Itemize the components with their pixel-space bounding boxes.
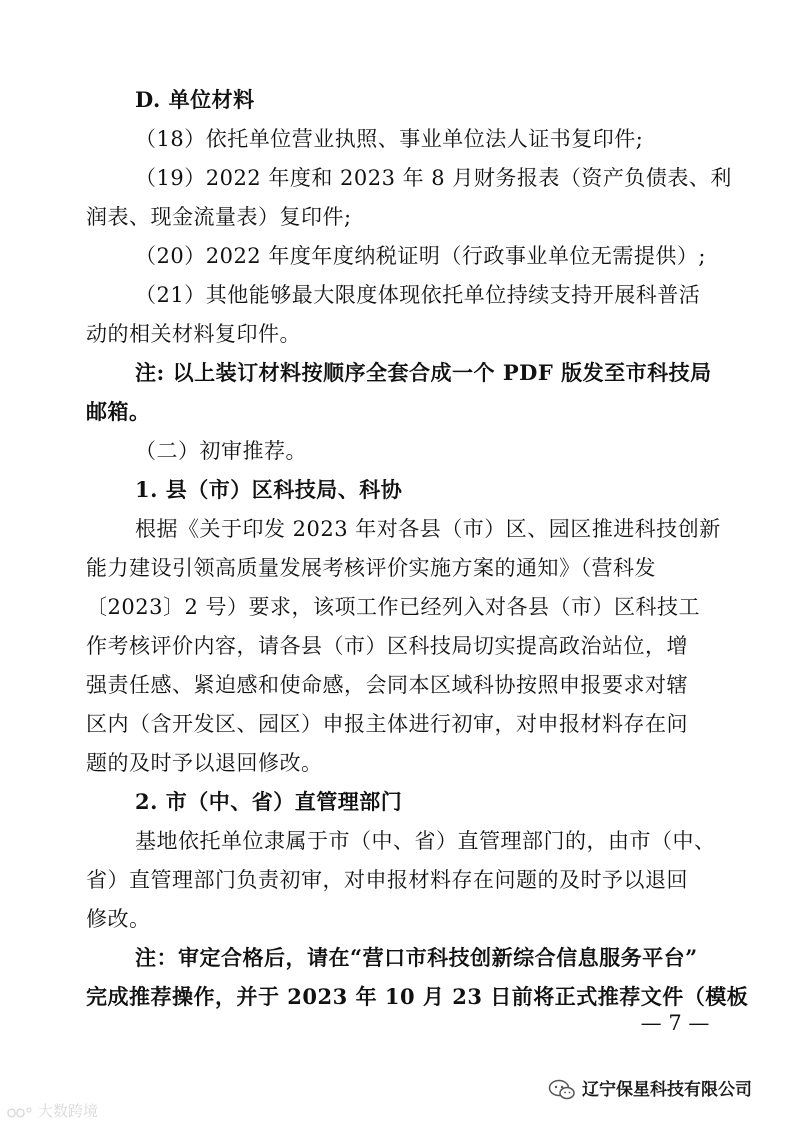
paragraph-2-line-3: 修改。 <box>86 907 151 931</box>
subsection-heading: （二）初审推荐。 <box>135 439 307 463</box>
wechat-icon <box>548 1078 576 1102</box>
paragraph-1-line-4: 作考核评价内容，请各县（市）区科技局切实提高政治站位，增 <box>86 634 688 658</box>
item-18: （18）依托单位营业执照、事业单位法人证书复印件; <box>135 127 644 151</box>
paragraph-1-line-7: 题的及时予以退回修改。 <box>86 751 323 775</box>
paragraph-1-line-1: 根据《关于印发 2023 年对各县（市）区、园区推进科技创新 <box>135 517 721 541</box>
paragraph-1-line-5: 强责任感、紧迫感和使命感，会同本区域科协按照申报要求对辖 <box>86 673 688 697</box>
watermark-logo-icon <box>6 1106 34 1120</box>
paragraph-2-line-1: 基地依托单位隶属于市（中、省）直管理部门的，由市（中、 <box>135 829 716 853</box>
item-21-line-1: （21）其他能够最大限度体现依托单位持续支持开展科普活 <box>135 283 701 307</box>
footer-bar <box>0 1070 794 1123</box>
item-19-line-2: 润表、现金流量表）复印件; <box>86 205 352 229</box>
note-2-line-1: 注：审定合格后，请在“营口市科技创新综合信息服务平台” <box>135 945 698 970</box>
paragraph-1-line-6: 区内（含开发区、园区）申报主体进行初审，对申报材料存在问 <box>86 712 688 736</box>
paragraph-1-line-2: 能力建设引领高质量发展考核评价实施方案的通知》（营科发 <box>86 556 656 580</box>
note-1-line-2: 邮箱。 <box>86 399 151 424</box>
page-number: — 7 — <box>640 1011 710 1035</box>
note-1-line-1: 注: 以上装订材料按顺序全套合成一个 PDF 版发至市科技局 <box>135 360 712 385</box>
watermark-text: 大数跨境 <box>38 1102 99 1120</box>
item-20: （20）2022 年度年度纳税证明（行政事业单位无需提供）; <box>135 244 706 268</box>
item-21-line-2: 动的相关材料复印件。 <box>86 322 301 346</box>
heading-2: 2. 市（中、省）直管理部门 <box>135 789 403 814</box>
section-heading-d: D. 单位材料 <box>135 87 255 112</box>
paragraph-1-line-3: 〔2023〕2 号）要求，该项工作已经列入对各县（市）区科技工 <box>86 595 700 619</box>
paragraph-2-line-2: 省）直管理部门负责初审，对申报材料存在问题的及时予以退回 <box>86 868 688 892</box>
company-name: 辽宁保星科技有限公司 <box>582 1080 752 1100</box>
item-19-line-1: （19）2022 年度和 2023 年 8 月财务报表（资产负债表、利 <box>135 166 732 190</box>
note-2-line-2: 完成推荐操作，并于 2023 年 10 月 23 日前将正式推荐文件（模板 <box>86 984 749 1009</box>
heading-1: 1. 县（市）区科技局、科协 <box>135 477 403 502</box>
